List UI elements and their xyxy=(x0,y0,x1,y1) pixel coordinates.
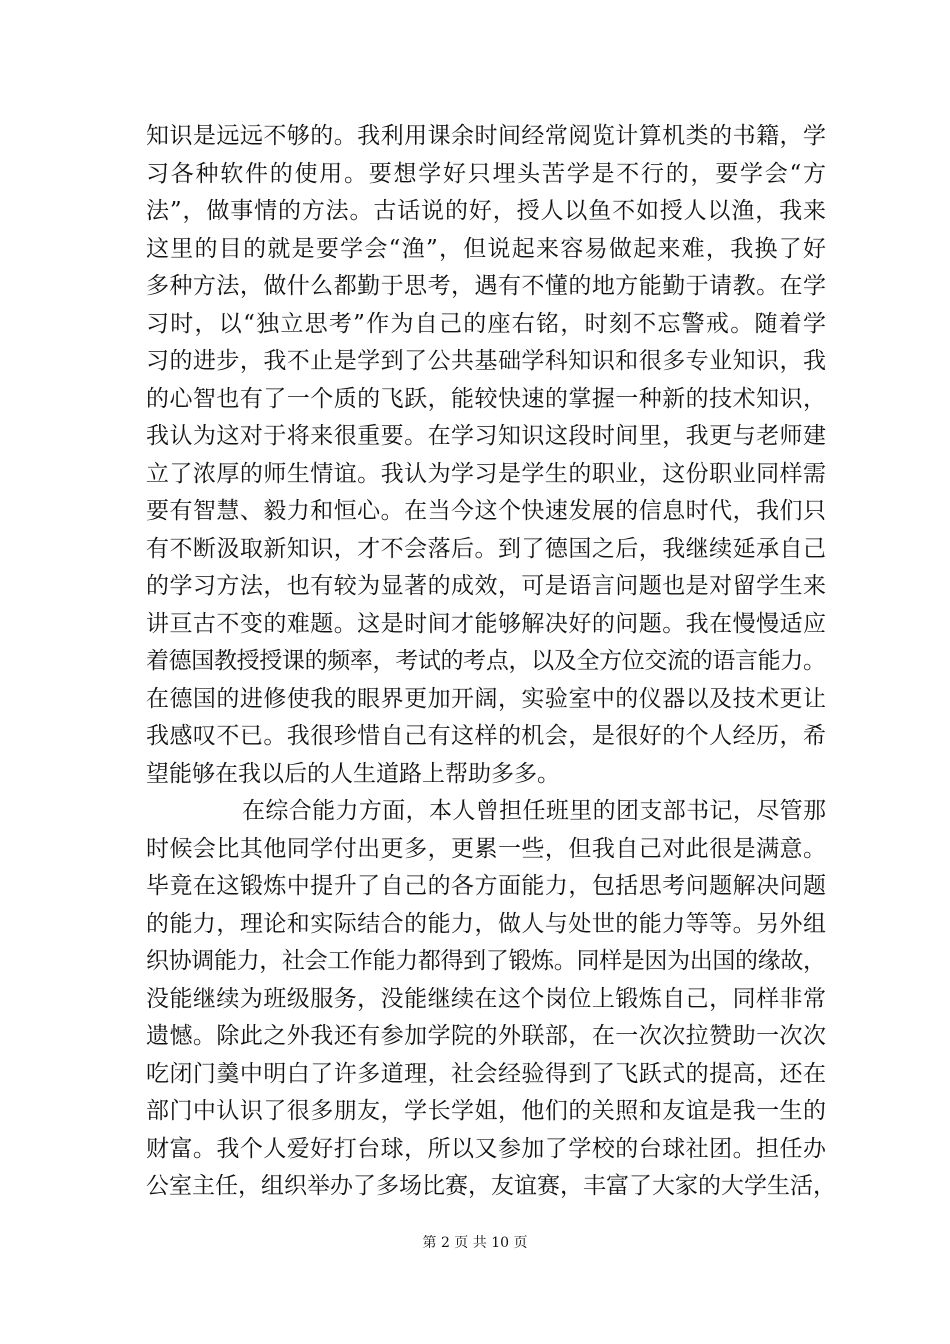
text-line: 公室主任，组织举办了多场比赛，友谊赛，丰富了大家的大学生活， xyxy=(146,1173,836,1199)
paragraph xyxy=(146,793,836,1206)
text-line: 讲亘古不变的难题。这是时间才能够解决好的问题。我在慢慢适应 xyxy=(146,610,827,637)
text-line: 立了浓厚的师生情谊。我认为学习是学生的职业，这份职业同样需 xyxy=(146,460,827,487)
paragraph xyxy=(146,118,826,793)
text-line: 有不断汲取新知识，才不会落后。到了德国之后，我继续延承自己 xyxy=(146,535,827,562)
text-line: 在德国的进修使我的眼界更加开阔，实验室中的仪器以及技术更让 xyxy=(146,685,827,712)
text-line: 我认为这对于将来很重要。在学习知识这段时间里，我更与老师建 xyxy=(146,423,827,449)
text-line: 在综合能力方面，本人曾担任班里的团支部书记，尽管那 xyxy=(242,798,827,824)
text-line: 时候会比其他同学付出更多，更累一些，但我自己对此很是满意。 xyxy=(146,835,827,862)
text-line: 吃闭门羹中明白了许多道理，社会经验得到了飞跃式的提高，还在 xyxy=(146,1060,827,1087)
text-line: 遗憾。除此之外我还有参加学院的外联部，在一次次拉赞助一次次 xyxy=(146,1023,827,1049)
page-number-footer: 第 2 页 共 10 页 xyxy=(422,1235,528,1251)
text-line: 的能力，理论和实际结合的能力，做人与处世的能力等等。另外组 xyxy=(146,910,827,937)
text-line: 部门中认识了很多朋友，学长学姐，他们的关照和友谊是我一生的 xyxy=(146,1098,827,1124)
text-line: 着德国教授授课的频率，考试的考点，以及全方位交流的语言能力。 xyxy=(146,648,826,674)
text-line: 没能继续为班级服务，没能继续在这个岗位上锻炼自己，同样非常 xyxy=(146,985,827,1012)
text-line: 织协调能力，社会工作能力都得到了锻炼。同样是因为出国的缘故， xyxy=(146,948,826,974)
text-line: 法”，做事情的方法。古话说的好，授人以鱼不如授人以渔，我来 xyxy=(146,198,827,224)
text-line: 毕竟在这锻炼中提升了自己的各方面能力，包括思考问题解决问题 xyxy=(146,873,827,899)
body-text xyxy=(146,118,836,1206)
text-line: 多种方法，做什么都勤于思考，遇有不懂的地方能勤于请教。在学 xyxy=(146,273,827,299)
text-line: 知识是远远不够的。我利用课余时间经常阅览计算机类的书籍，学 xyxy=(146,123,827,149)
text-line: 习时，以“独立思考”作为自己的座右铭，时刻不忘警戒。随着学 xyxy=(146,310,828,337)
text-line: 的心智也有了一个质的飞跃，能较快速的掌握一种新的技术知识， xyxy=(146,385,827,412)
text-line: 要有智慧、毅力和恒心。在当今这个快速发展的信息时代，我们只 xyxy=(146,498,827,524)
text-line: 财富。我个人爱好打台球，所以又参加了学校的台球社团。担任办 xyxy=(146,1135,827,1162)
text-line: 这里的目的就是要学会“渔”，但说起来容易做起来难，我换了好 xyxy=(146,235,828,262)
text-line: 我感叹不已。我很珍惜自己有这样的机会，是很好的个人经历，希 xyxy=(146,723,827,749)
text-line: 的学习方法，也有较为显著的成效，可是语言问题也是对留学生来 xyxy=(146,573,827,599)
text-line: 习各种软件的使用。要想学好只埋头苦学是不行的，要学会“方 xyxy=(146,160,828,187)
text-line: 望能够在我以后的人生道路上帮助多多。 xyxy=(146,760,560,787)
text-line: 习的进步，我不止是学到了公共基础学科知识和很多专业知识，我 xyxy=(146,348,827,374)
